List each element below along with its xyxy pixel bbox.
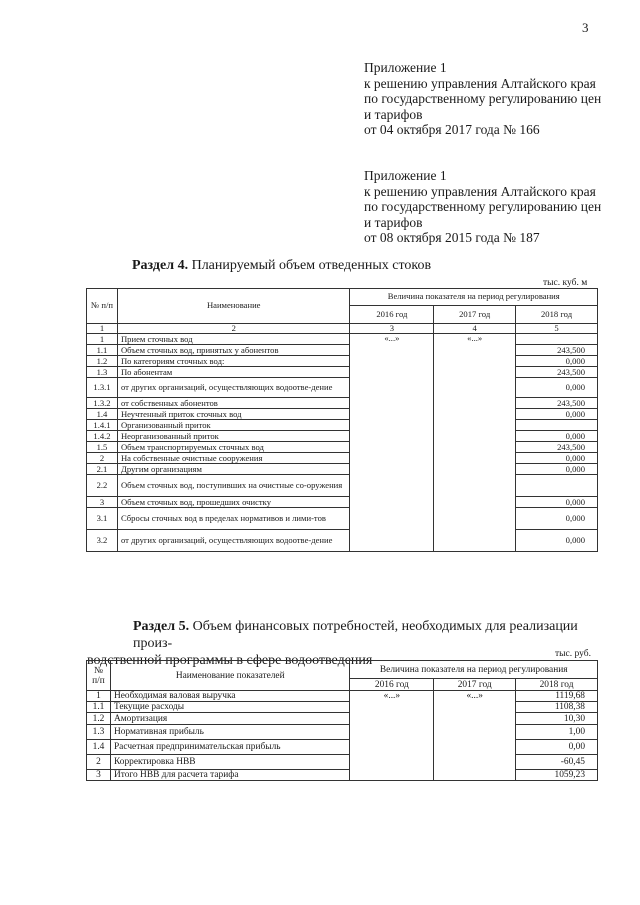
value-2016 [350, 497, 434, 508]
value-2017 [434, 770, 516, 781]
value-2017 [434, 530, 516, 552]
section5-label: Раздел 5. [133, 619, 190, 634]
section5-title-line2: водственной программы в сфере водоотведения [87, 653, 373, 668]
value-2018: 1108,38 [516, 702, 598, 713]
value-2016 [350, 740, 434, 755]
value-2017 [434, 508, 516, 530]
col-index: 5 [516, 324, 598, 334]
table-row [87, 345, 598, 356]
row-number: 1.1 [87, 702, 111, 713]
table-row [87, 367, 598, 378]
table-row [87, 725, 598, 740]
value-2016 [350, 409, 434, 420]
row-number: 1.4 [87, 740, 111, 755]
appendix-header-2017 [364, 60, 601, 138]
row-number: 1.3 [87, 367, 118, 378]
value-2017 [434, 475, 516, 497]
section4-label: Раздел 4. [132, 258, 189, 273]
value-2018: 1059,23 [516, 770, 598, 781]
value-2016 [350, 464, 434, 475]
value-2018: 1119,68 [516, 691, 598, 702]
value-2018 [516, 420, 598, 431]
table-row [87, 713, 598, 725]
table-row [87, 702, 598, 713]
row-name: Текущие расходы [110, 702, 350, 713]
value-2016 [350, 398, 434, 409]
value-2016 [350, 378, 434, 398]
table-row [87, 453, 598, 464]
row-name: от других организаций, осуществляющих водоотве-дение [117, 378, 350, 398]
value-2017 [434, 755, 516, 770]
row-name: Другим организациям [117, 464, 350, 475]
value-2017 [434, 442, 516, 453]
col-header-group: Величина показателя на период регулирования [350, 661, 598, 679]
value-2016 [350, 345, 434, 356]
table-row [87, 420, 598, 431]
table-row [87, 378, 598, 398]
table-row [87, 464, 598, 475]
value-2016 [350, 356, 434, 367]
value-2018: 0,000 [516, 431, 598, 442]
table-row [87, 356, 598, 367]
value-2018: 243,500 [516, 442, 598, 453]
col-header-year: 2018 год [516, 679, 598, 691]
section4-heading [132, 258, 431, 274]
value-2017 [434, 398, 516, 409]
value-2018 [516, 475, 598, 497]
section4-title: Планируемый объем отведенных стоков [188, 258, 432, 273]
appendix-line: по государственному регулированию цен [364, 91, 602, 107]
row-number: 1.3 [87, 725, 111, 740]
table-row [87, 475, 598, 497]
row-name: По абонентам [117, 367, 350, 378]
col-header-year: 2017 год [434, 306, 516, 324]
appendix-line: по государственному регулированию цен [364, 199, 602, 215]
row-number: 3 [87, 497, 118, 508]
value-2018: 0,000 [516, 530, 598, 552]
row-name: Объем сточных вод, поступивших на очистные со-оружения [117, 475, 350, 497]
value-2017: «...» [434, 334, 516, 345]
value-2018: -60,45 [516, 755, 598, 770]
table-row [87, 770, 598, 781]
value-2016 [350, 431, 434, 442]
value-2017 [434, 420, 516, 431]
value-2016: «...» [350, 334, 434, 345]
row-number: 1 [87, 691, 111, 702]
row-number: 3.1 [87, 508, 118, 530]
table-row [87, 508, 598, 530]
value-2018: 243,500 [516, 345, 598, 356]
row-number: 1.3.1 [87, 378, 118, 398]
col-header-num: № п/п [87, 289, 118, 324]
value-2017 [434, 378, 516, 398]
row-name: от других организаций, осуществляющих водоотве-дение [117, 530, 350, 552]
row-name: Объем сточных вод, принятых у абонентов [117, 345, 350, 356]
value-2017 [434, 345, 516, 356]
section4-table [86, 288, 598, 552]
table-row [87, 334, 598, 345]
row-name: Необходимая валовая выручка [110, 691, 350, 702]
value-2018: 0,000 [516, 409, 598, 420]
value-2018: 0,00 [516, 740, 598, 755]
value-2016 [350, 420, 434, 431]
value-2018: 0,000 [516, 378, 598, 398]
value-2017 [434, 725, 516, 740]
col-header-num: № п/п [87, 661, 111, 691]
row-name: Неучтенный приток сточных вод [117, 409, 350, 420]
value-2018: 0,000 [516, 356, 598, 367]
value-2018: 1,00 [516, 725, 598, 740]
value-2017 [434, 464, 516, 475]
value-2018: 0,000 [516, 497, 598, 508]
value-2017 [434, 497, 516, 508]
page-number: 3 [582, 20, 589, 35]
value-2016 [350, 770, 434, 781]
col-header-year: 2017 год [434, 679, 516, 691]
value-2017 [434, 740, 516, 755]
value-2017 [434, 702, 516, 713]
table-row [87, 691, 598, 702]
appendix-line: и тарифов [364, 214, 423, 230]
row-name: Объем транспортируемых сточных вод [117, 442, 350, 453]
row-name: Прием сточных вод [117, 334, 350, 345]
row-name: Организованный приток [117, 420, 350, 431]
value-2016 [350, 755, 434, 770]
value-2016 [350, 367, 434, 378]
value-2017 [434, 367, 516, 378]
value-2018 [516, 334, 598, 345]
col-header-year: 2018 год [516, 306, 598, 324]
row-number: 1.2 [87, 356, 118, 367]
value-2016 [350, 702, 434, 713]
value-2017: «...» [434, 691, 516, 702]
col-header-year: 2016 год [350, 679, 434, 691]
row-name: от собственных абонентов [117, 398, 350, 409]
row-number: 2 [87, 453, 118, 464]
row-name: На собственные очистные сооружения [117, 453, 350, 464]
col-header-group: Величина показателя на период регулирования [350, 289, 598, 306]
table-row [87, 442, 598, 453]
row-number: 1 [87, 334, 118, 345]
table-row [87, 398, 598, 409]
section5-table [86, 660, 598, 781]
section5-unit: тыс. руб. [555, 649, 591, 659]
value-2018: 243,500 [516, 398, 598, 409]
row-number: 1.1 [87, 345, 118, 356]
value-2017 [434, 453, 516, 464]
table-row [87, 530, 598, 552]
col-header-name: Наименование показателей [110, 661, 350, 691]
col-index: 2 [117, 324, 350, 334]
appendix-line: к решению управления Алтайского края [364, 75, 596, 91]
row-name: Итого НВВ для расчета тарифа [110, 770, 350, 781]
row-name: Амортизация [110, 713, 350, 725]
value-2016 [350, 725, 434, 740]
value-2018: 0,000 [516, 453, 598, 464]
value-2016 [350, 453, 434, 464]
row-number: 1.3.2 [87, 398, 118, 409]
col-index: 3 [350, 324, 434, 334]
appendix-line: Приложение 1 [364, 168, 447, 183]
row-name: Нормативная прибыль [110, 725, 350, 740]
section4-unit: тыс. куб. м [543, 278, 588, 288]
table-row [87, 497, 598, 508]
row-name: Расчетная предпринимательская прибыль [110, 740, 350, 755]
table-row [87, 740, 598, 755]
col-index: 1 [87, 324, 118, 334]
value-2016 [350, 713, 434, 725]
row-number: 2 [87, 755, 111, 770]
appendix-line: от 04 октября 2017 года № 166 [364, 122, 540, 138]
appendix-line: Приложение 1 [364, 60, 447, 75]
col-header-year: 2016 год [350, 306, 434, 324]
value-2018: 243,500 [516, 367, 598, 378]
row-number: 1.5 [87, 442, 118, 453]
value-2017 [434, 409, 516, 420]
value-2017 [434, 713, 516, 725]
row-number: 3 [87, 770, 111, 781]
table-row [87, 755, 598, 770]
value-2016 [350, 530, 434, 552]
value-2018: 0,000 [516, 508, 598, 530]
value-2018: 10,30 [516, 713, 598, 725]
row-number: 1.4.1 [87, 420, 118, 431]
value-2016 [350, 442, 434, 453]
row-name: Сбросы сточных вод в пределах нормативов и лими-тов [117, 508, 350, 530]
value-2016 [350, 508, 434, 530]
value-2017 [434, 356, 516, 367]
row-name: По категориям сточных вод: [117, 356, 350, 367]
value-2016: «...» [350, 691, 434, 702]
row-number: 2.2 [87, 475, 118, 497]
row-number: 2.1 [87, 464, 118, 475]
row-number: 1.4 [87, 409, 118, 420]
value-2018: 0,000 [516, 464, 598, 475]
col-index: 4 [434, 324, 516, 334]
appendix-line: от 08 октября 2015 года № 187 [364, 230, 540, 246]
appendix-header-2015 [364, 168, 601, 246]
section5-title-line1: Объем финансовых потребностей, необходимых для реализации произ- [133, 619, 578, 651]
table-row [87, 431, 598, 442]
row-number: 3.2 [87, 530, 118, 552]
value-2016 [350, 475, 434, 497]
row-number: 1.2 [87, 713, 111, 725]
row-name: Корректировка НВВ [110, 755, 350, 770]
table-row [87, 409, 598, 420]
appendix-line: и тарифов [364, 106, 423, 122]
row-name: Объем сточных вод, прошедших очистку [117, 497, 350, 508]
row-name: Неорганизованный приток [117, 431, 350, 442]
value-2017 [434, 431, 516, 442]
row-number: 1.4.2 [87, 431, 118, 442]
col-header-name: Наименование [117, 289, 350, 324]
appendix-line: к решению управления Алтайского края [364, 183, 596, 199]
